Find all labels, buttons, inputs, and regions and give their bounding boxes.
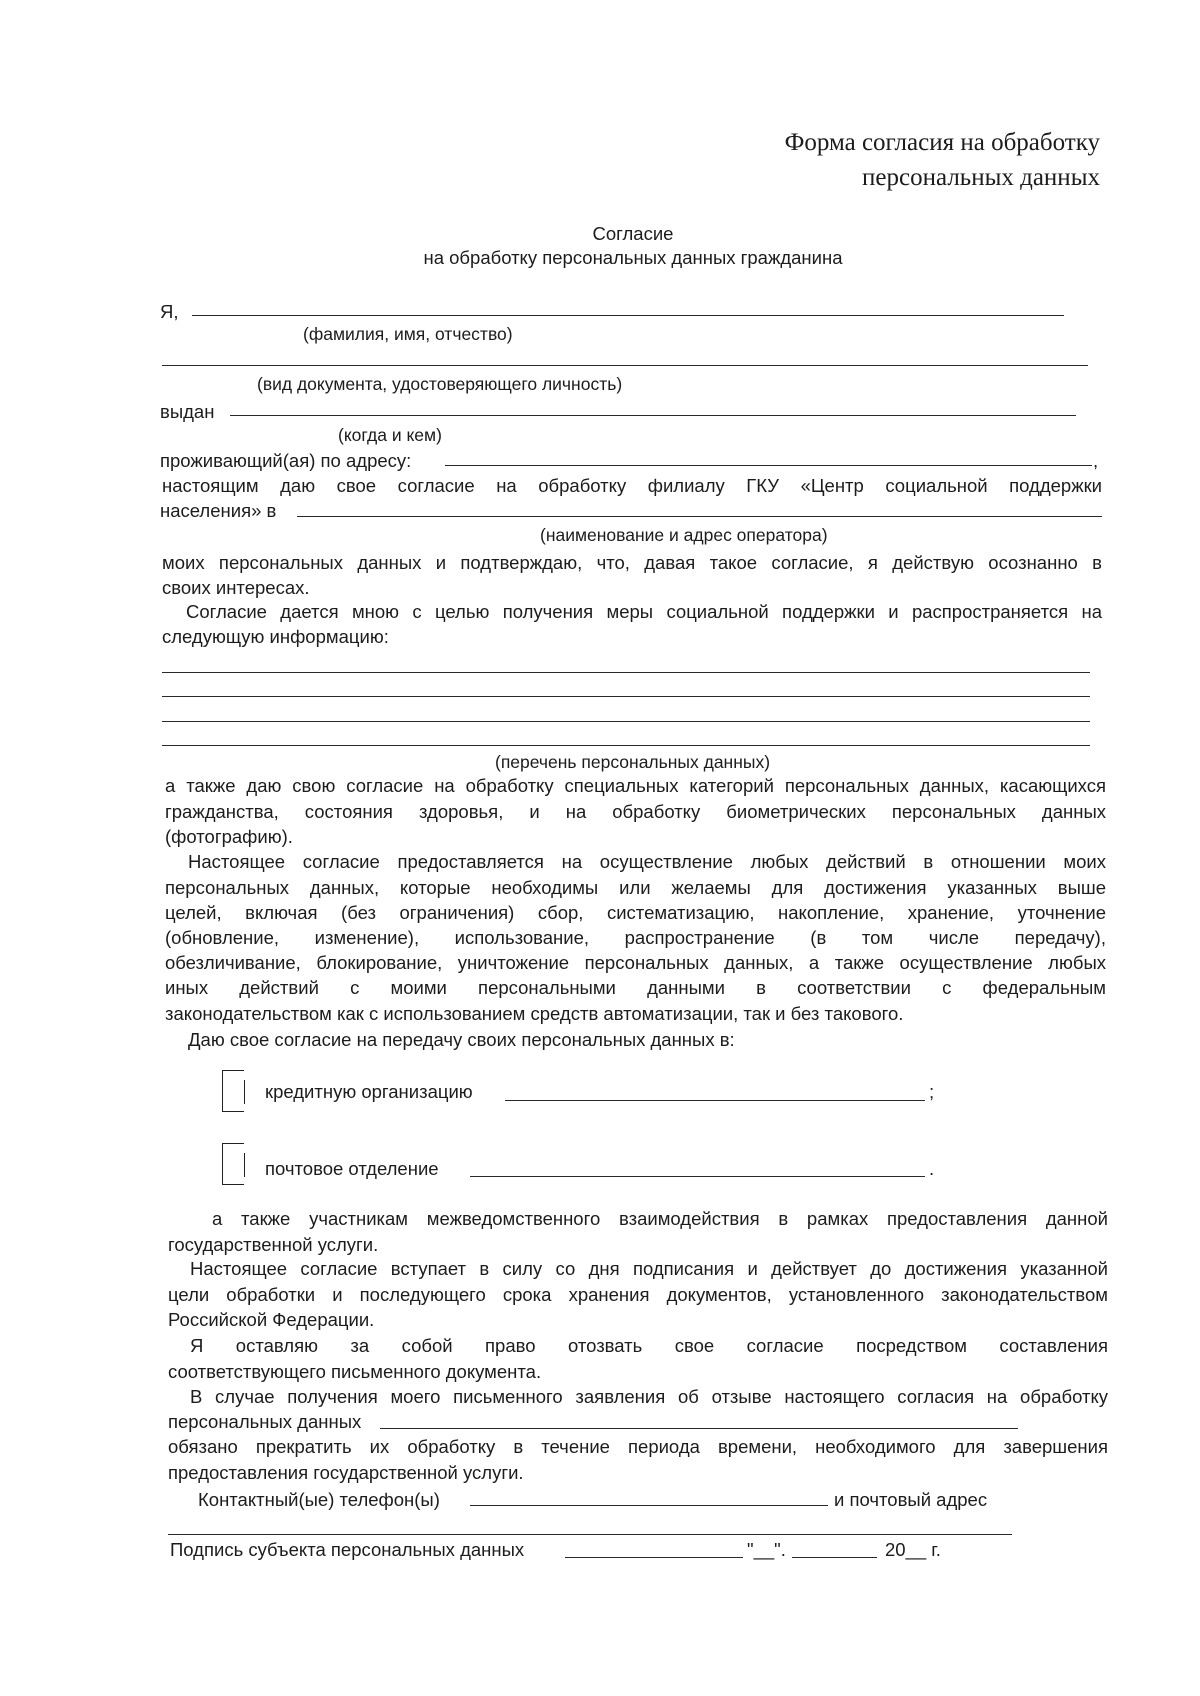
option2-label: почтовое отделение <box>265 1158 439 1179</box>
p2-line2: следующую информацию: <box>162 626 389 647</box>
operator-caption: (наименование и адрес оператора) <box>540 525 828 545</box>
credit-org-checkbox[interactable] <box>222 1070 244 1112</box>
issued-line[interactable] <box>230 415 1076 416</box>
option1-semicolon: ; <box>929 1081 935 1102</box>
fio-line[interactable] <box>192 315 1064 316</box>
p6-line2: государственной услуги. <box>168 1234 379 1255</box>
option1-label: кредитную организацию <box>265 1081 473 1102</box>
signature-label: Подпись субъекта персональных данных <box>170 1539 525 1560</box>
issued-caption: (когда и кем) <box>338 425 442 445</box>
option2-period: . <box>929 1158 935 1179</box>
credit-org-line[interactable] <box>505 1100 925 1101</box>
signature-line[interactable] <box>565 1557 743 1558</box>
p5: Даю свое согласие на передачу своих персональных данных в: <box>188 1029 735 1050</box>
p4-line6: иных действий с моими персональными данными в соответствии с федеральным <box>165 977 1106 998</box>
p7-line2: цели обработки и последующего срока хранения документов, установленного законодательством <box>168 1284 1108 1305</box>
form-title-line1: Форма согласия на обработку <box>784 129 1100 156</box>
post-office-line[interactable] <box>470 1176 925 1177</box>
mail-label: и почтовый адрес <box>834 1489 988 1510</box>
issued-label: выдан <box>160 401 215 422</box>
p3-line1: а также даю свою согласие на обработку специальных категорий персональных данных, касающихся <box>165 775 1106 796</box>
p1-line1: моих персональных данных и подтверждаю, что, давая такое согласие, я действую осознанно в <box>162 552 1102 573</box>
address-label: проживающий(ая) по адресу: <box>160 450 412 471</box>
consent-subtitle: на обработку персональных данных гражданина <box>423 247 843 268</box>
info-line-3[interactable] <box>162 721 1090 722</box>
p4-line7: законодательством как с использованием средств автоматизации, так и без такового. <box>165 1003 904 1024</box>
document-caption: (вид документа, удостоверяющего личность) <box>257 374 623 394</box>
p3-line3: (фотографию). <box>165 826 293 847</box>
form-title-line2: персональных данных <box>862 164 1100 191</box>
post-office-checkbox[interactable] <box>222 1143 244 1185</box>
phone-label: Контактный(ые) телефон(ы) <box>198 1489 440 1510</box>
consent-title: Согласие <box>592 223 674 244</box>
p1-line2: своих интересах. <box>162 577 310 598</box>
p4-line3: целей, включая (без ограничения) сбор, систематизацию, накопление, хранение, уточнение <box>165 902 1106 923</box>
consent-operator-line: настоящим даю свое согласие на обработку филиалу ГКУ «Центр социальной поддержки <box>162 475 1102 496</box>
p2-line1: Согласие дается мною с целью получения меры социальной поддержки и распространяется на <box>186 601 1102 622</box>
date-month-line[interactable] <box>792 1557 877 1558</box>
info-line-4[interactable] <box>162 745 1090 746</box>
population-label: населения» в <box>160 500 277 521</box>
mail-address-line[interactable] <box>168 1534 1012 1535</box>
fio-caption: (фамилия, имя, отчество) <box>303 324 513 344</box>
p9-line3: обязано прекратить их обработку в течение периода времени, необходимого для завершения <box>168 1436 1108 1457</box>
info-line-1[interactable] <box>162 672 1090 673</box>
p4-line4: (обновление, изменение), использование, распространение (в том числе передачу), <box>165 927 1106 948</box>
p9-line1: В случае получения моего письменного заявления об отзыве настоящего согласия на обработку <box>190 1386 1108 1407</box>
p7-line1: Настоящее согласие вступает в силу со дня подписания и действует до достижения указанной <box>190 1258 1108 1279</box>
p4-line5: обезличивание, блокирование, уничтожение персональных данных, а также осуществление любых <box>165 952 1106 973</box>
i-label: Я, <box>160 301 179 322</box>
p9-line4: предоставления государственной услуги. <box>168 1462 524 1483</box>
list-caption: (перечень персональных данных) <box>495 752 771 772</box>
personal-data-line[interactable] <box>380 1428 1018 1429</box>
p4-line1: Настоящее согласие предоставляется на осуществление любых действий в отношении моих <box>188 851 1106 872</box>
info-line-2[interactable] <box>162 696 1090 697</box>
address-comma: , <box>1093 450 1099 471</box>
p9-line2: персональных данных <box>168 1411 362 1432</box>
address-line[interactable] <box>445 465 1092 466</box>
p6-line1: а также участникам межведомственного взаимодействия в рамках предоставления данной <box>212 1208 1108 1229</box>
p7-line3: Российской Федерации. <box>168 1309 375 1330</box>
p8-line1: Я оставляю за собой право отозвать свое согласие посредством составления <box>190 1335 1108 1356</box>
p4-line2: персональных данных, которые необходимы или желаемы для достижения указанных выше <box>165 877 1106 898</box>
document-line[interactable] <box>162 365 1088 366</box>
p3-line2: гражданства, состояния здоровья, и на обработку биометрических персональных данных <box>165 801 1106 822</box>
date-day: "__". <box>747 1539 786 1560</box>
date-year: 20__ г. <box>885 1539 941 1560</box>
phone-line[interactable] <box>470 1505 828 1506</box>
p8-line2: соответствующего письменного документа. <box>168 1361 542 1382</box>
operator-line[interactable] <box>297 516 1102 517</box>
